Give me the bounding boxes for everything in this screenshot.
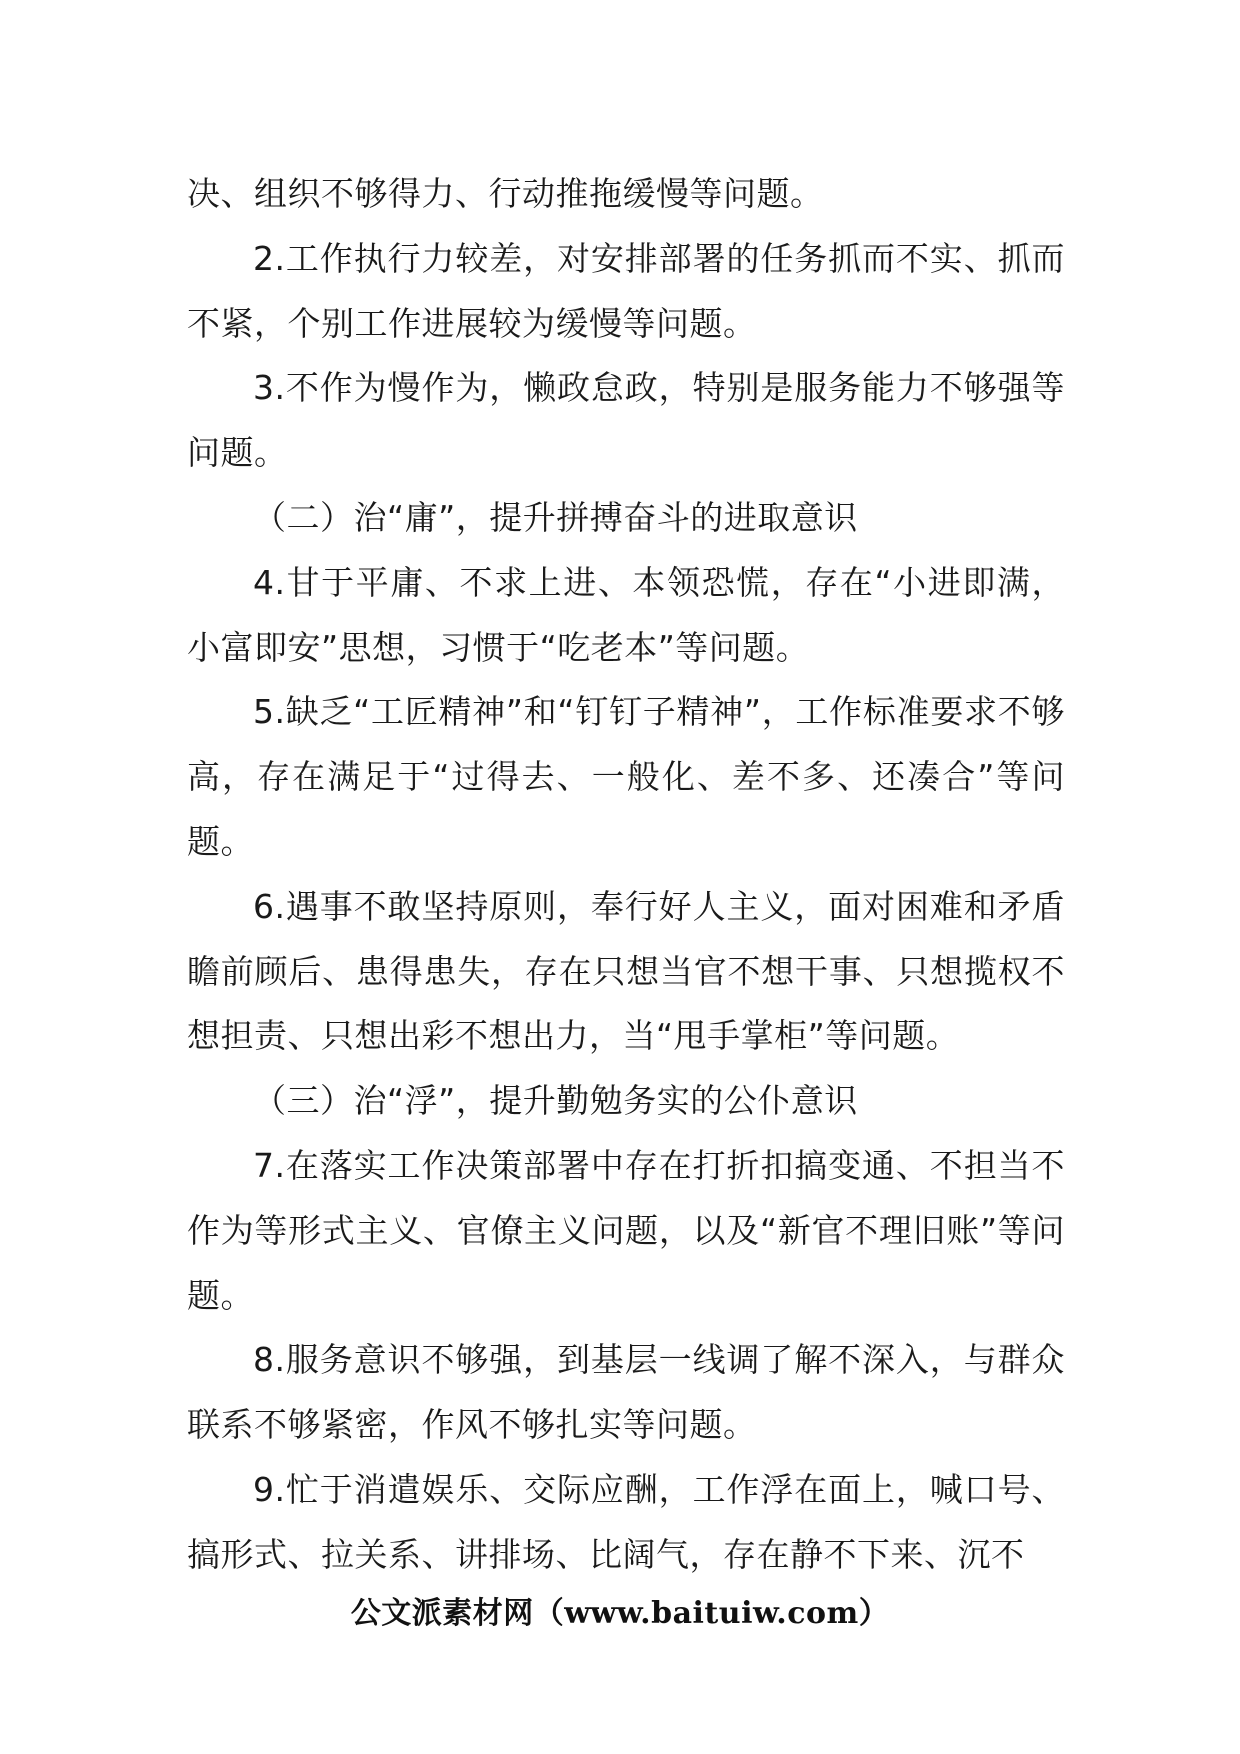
paragraph-item-4: 4.甘于平庸、不求上进、本领恐慌，存在“小进即满，小富即安”思想，习惯于“吃老本”等问题。 [187, 562, 1065, 667]
section-heading-2: （二）治“庸”，提升拼搏奋斗的进取意识 [253, 497, 858, 537]
paragraph-item-7: 7.在落实工作决策部署中存在打折扣搞变通、不担当不作为等形式主义、官僚主义问题，以及“新官不理旧账”等问题。 [187, 1145, 1065, 1315]
footer-watermark: 公文派素材网（www.baituiw.com） [350, 1596, 890, 1631]
section-heading-3: （三）治“浮”，提升勤勉务实的公仆意识 [253, 1081, 858, 1121]
paragraph-item-5: 5.缺乏“工匠精神”和“钉钉子精神”，工作标准要求不够高，存在满足于“过得去、一般化、差不多、还凑合”等问题。 [187, 692, 1065, 861]
paragraph-item-2: 2.工作执行力较差，对安排部署的任务抓而不实、抓而不紧，个别工作进展较为缓慢等问题。 [187, 238, 1065, 343]
paragraph-item-9: 9.忙于消遣娱乐、交际应酬，工作浮在面上，喊口号、搞形式、拉关系、讲排场、比阔气，存在静不下来、沉不 [187, 1469, 1065, 1574]
paragraph-item-6: 6.遇事不敢坚持原则，奉行好人主义，面对困难和矛盾瞻前顾后、患得患失，存在只想当官不想干事、只想揽权不想担责、只想出彩不想出力，当“甩手掌柜”等问题。 [187, 886, 1065, 1056]
paragraph-item-8: 8.服务意识不够强，到基层一线调了解不深入，与群众联系不够紧密，作风不够扎实等问题。 [187, 1340, 1065, 1445]
paragraph-continuation: 决、组织不够得力、行动推拖缓慢等问题。 [187, 174, 824, 213]
paragraph-item-3: 3.不作为慢作为，懒政怠政，特别是服务能力不够强等问题。 [187, 368, 1065, 473]
document-body [187, 162, 1065, 1588]
